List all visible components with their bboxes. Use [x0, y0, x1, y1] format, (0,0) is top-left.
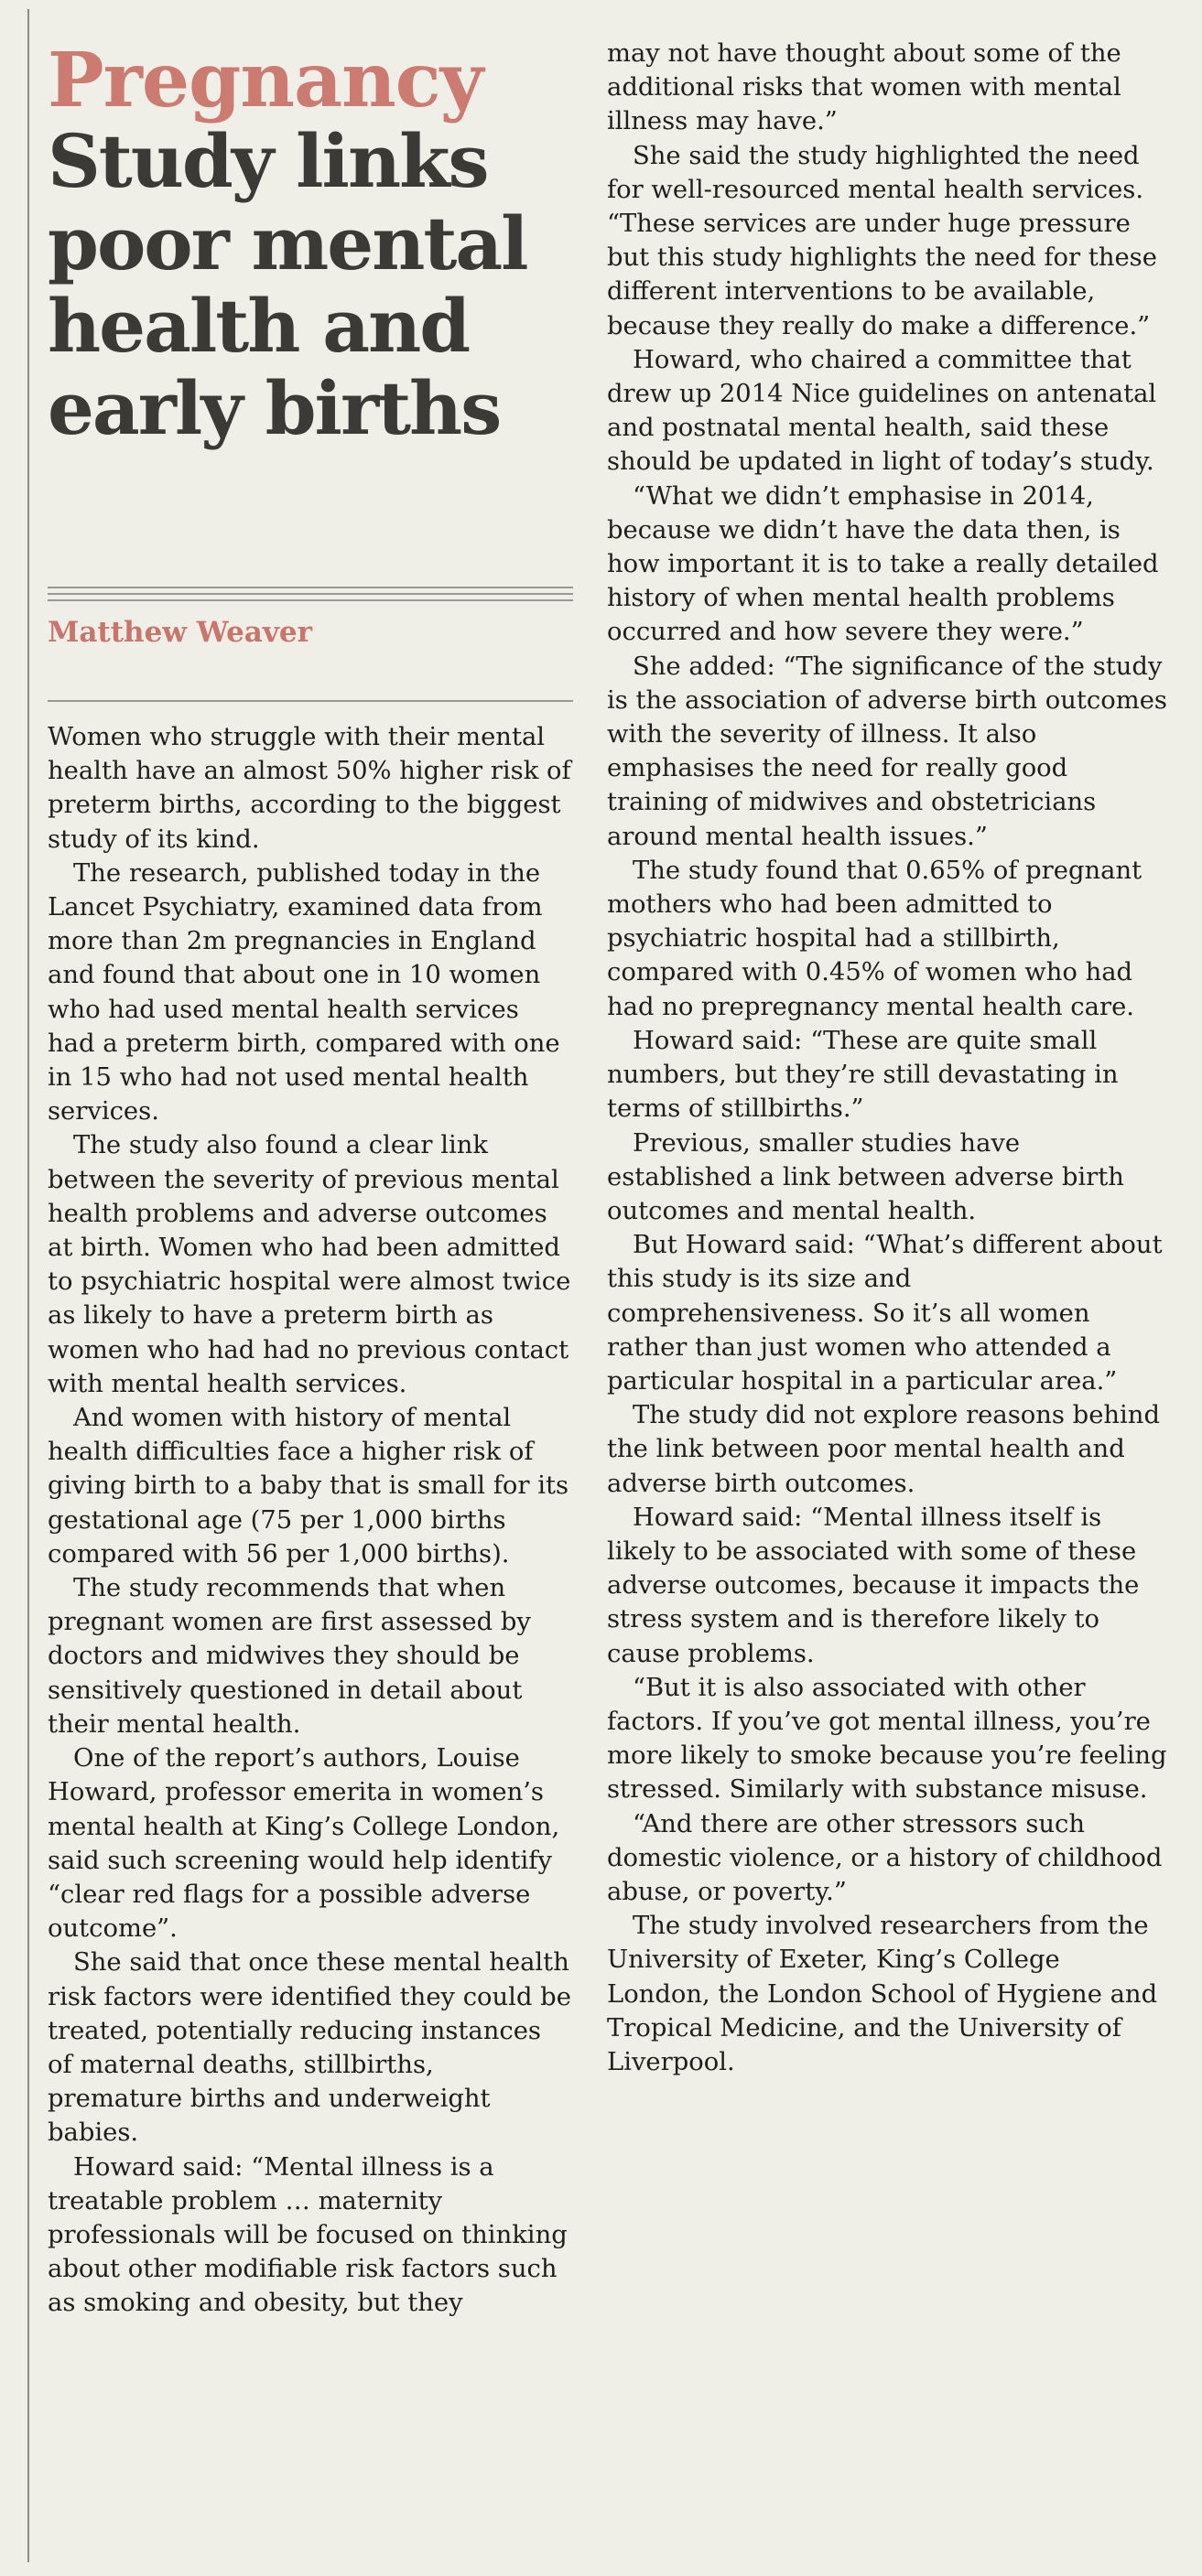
section-kicker: Pregnancy	[48, 37, 483, 124]
paragraph: She added: “The significance of the study is the association of adverse birth outcomes with the severity of illness. It also emphasises the need for really good training of midwives and obstetricians around mental health issues.”	[607, 652, 1167, 851]
column-divider	[27, 9, 29, 2562]
paragraph: “What we didn’t emphasise in 2014, because we didn’t have the data then, is how important it is to take a really detailed history of when mental health problems occurred and how severe they were.”	[607, 481, 1159, 647]
paragraph: The study also found a clear link between the severity of previous mental health problems and adverse outcomes at birth. Women who had been admitted to psychiatric hospital were almost twice as likely to have a preterm birth as women who had had no previous contact with mental health services.	[48, 1131, 571, 1398]
byline-divider	[48, 700, 573, 702]
paragraph: “And there are other stressors such domestic violence, or a history of childhood abuse, or poverty.”	[607, 1809, 1163, 1906]
paragraph: “But it is also associated with other factors. If you’ve got mental illness, you’re more likely to smoke because you’re feeling stressed. Similarly with substance misuse.	[607, 1673, 1167, 1805]
paragraph: The study did not explore reasons behind the link between poor mental health and adverse birth outcomes.	[607, 1401, 1160, 1498]
right-column	[607, 37, 1167, 2079]
left-column-body	[48, 720, 573, 2321]
paragraph: may not have thought about some of the additional risks that women with mental illness may have.”	[607, 39, 1121, 136]
paragraph: The research, published today in the Lancet Psychiatry, examined data from more than 2m pregnancies in England and found that about one in 10 women who had used mental health services had a preterm birth, compared with one in 15 who had not used mental health services.	[48, 858, 560, 1126]
paragraph: The study involved researchers from the University of Exeter, King’s College London, the London School of Hygiene and Tropical Medicine, and the University of Liverpool.	[607, 1912, 1158, 2076]
paragraph: She said that once these mental health risk factors were identified they could be treated, potentially reducing instances of maternal deaths, stillbirths, premature births and underweight babies.	[48, 1948, 571, 2148]
byline: Matthew Weaver	[48, 616, 312, 649]
paragraph: And women with history of mental health difficulties face a higher risk of giving birth to a baby that is small for its gestational age (75 per 1,000 births compared with 56 per 1,000 births).	[48, 1404, 569, 1568]
byline-rules	[48, 587, 573, 601]
paragraph: Howard said: “Mental illness itself is likely to be associated with some of these adverse outcomes, because it impacts the stress system and is therefore likely to cause problems.	[607, 1503, 1140, 1668]
paragraph: Howard, who chaired a committee that drew up 2014 Nice guidelines on antenatal and postnatal mental health, said these should be updated in light of today’s study.	[607, 345, 1157, 477]
paragraph: One of the report’s authors, Louise Howard, professor emerita in women’s mental health at King’s College London, said such screening would help identify “clear red flags for a possible adverse outcome”.	[48, 1744, 560, 1944]
paragraph: Women who struggle with their mental health have an almost 50% higher risk of preterm births, according to the biggest study of its kind.	[48, 723, 571, 854]
paragraph: Howard said: “These are quite small numbers, but they’re still devastating in terms of stillbirths.”	[607, 1026, 1119, 1124]
left-column	[48, 37, 573, 2321]
paragraph: The study found that 0.65% of pregnant mothers who had been admitted to psychiatric hospital had a stillbirth, compared with 0.45% of women who had had no prepregnancy mental health care.	[607, 856, 1142, 1021]
paragraph: Previous, smaller studies have established a link between adverse birth outcomes and mental health.	[607, 1128, 1124, 1225]
paragraph: Howard said: “Mental illness is a treatable problem … maternity professionals will be focused on thinking about other modifiable risk factors such as smoking and obesity, but they	[48, 2152, 568, 2318]
headline: Study links poor mental health and early births	[48, 118, 527, 451]
paragraph: The study recommends that when pregnant women are first assessed by doctors and midwives they should be sensitively questioned in detail about their mental health.	[48, 1574, 531, 1739]
paragraph: She said the study highlighted the need for well-resourced mental health services. “These services are under huge pressure but this study highlights the need for these different interventions to be available, because they really do make a difference.”	[607, 141, 1157, 340]
paragraph: But Howard said: “What’s different about this study is its size and comprehensiveness. So it’s all women rather than just women who attended a particular hospital in a particular area.”	[607, 1231, 1163, 1396]
